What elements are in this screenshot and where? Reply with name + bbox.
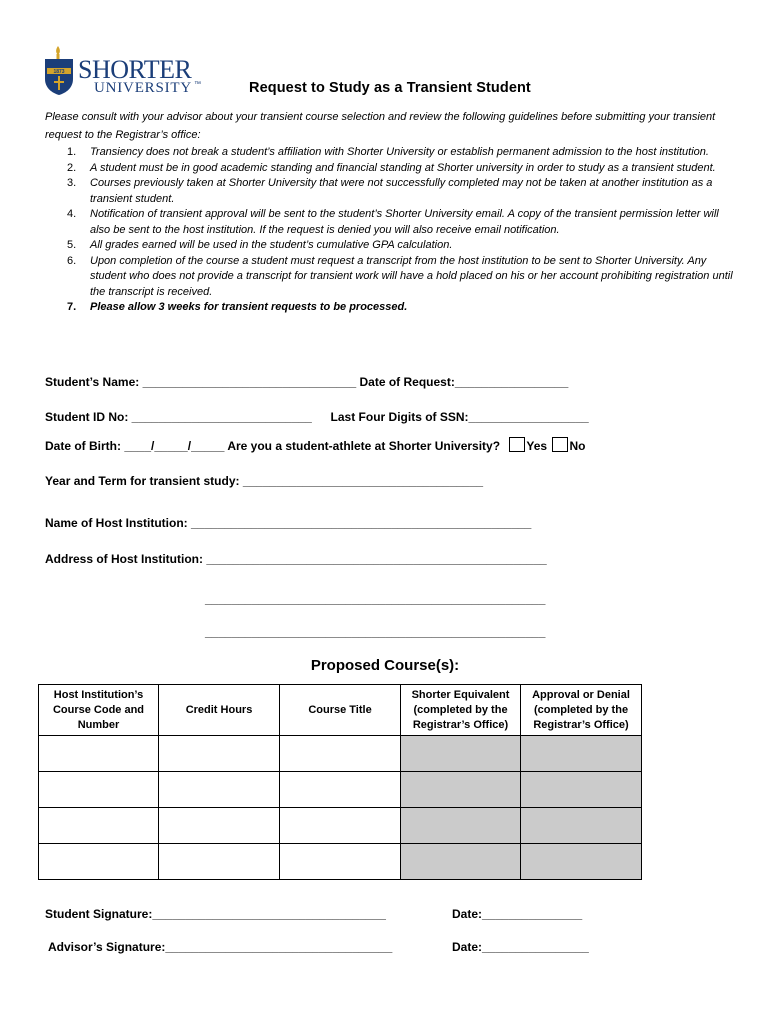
header-course-title: Course Title	[280, 685, 401, 736]
intro-text: Please consult with your advisor about your transient course selection and review the following guidelines before submitting your transient request to the Registrar’s office:	[45, 111, 716, 141]
logo-word-university: UNIVERSITY	[94, 80, 192, 96]
approval-cell	[521, 844, 642, 880]
svg-text:1873: 1873	[53, 69, 65, 75]
guideline-item: 4. Notification of transient approval will be sent to the student’s Shorter University email. A copy of the transient permission letter will also be sent to the host institution. If the request is denied you will also receive email notification.	[67, 208, 719, 236]
guideline-item: 2. A student must be in good academic standing and financial standing at Shorter university in order to study as a transient student.	[67, 161, 716, 174]
student-athlete-question: Are you a student-athlete at Shorter University?	[227, 439, 501, 453]
header-credit-hours: Credit Hours	[159, 685, 280, 736]
advisor-signature-date-field[interactable]: Date:________________	[452, 940, 589, 954]
table-header-row	[39, 685, 642, 736]
guidelines-list	[45, 145, 735, 316]
advisor-signature-field[interactable]: Advisor’s Signature:__________________________________	[48, 940, 393, 954]
logo-word-shorter: SHORTER	[78, 55, 192, 84]
host-institution-name-field[interactable]: Name of Host Institution: ___________________________________________________	[45, 516, 532, 530]
athlete-no-label: No	[569, 439, 586, 453]
shorter-equivalent-cell	[401, 844, 521, 880]
svg-text:™: ™	[194, 81, 201, 88]
course-title-cell[interactable]	[280, 844, 401, 880]
student-id-field[interactable]: Student ID No: ___________________________	[45, 410, 312, 424]
shorter-equivalent-cell	[401, 772, 521, 808]
course-title-cell[interactable]	[280, 772, 401, 808]
year-term-field[interactable]: Year and Term for transient study: ____________________________________	[45, 474, 484, 488]
date-of-request-field[interactable]: Date of Request:_________________	[359, 375, 569, 389]
approval-cell	[521, 736, 642, 772]
page-title: Request to Study as a Transient Student	[249, 80, 531, 96]
shorter-equivalent-cell	[401, 808, 521, 844]
table-row	[39, 736, 642, 772]
student-signature-field[interactable]: Student Signature:___________________________________	[45, 907, 386, 921]
host-address-line-3[interactable]: ___________________________________________________	[205, 625, 546, 639]
credit-hours-cell[interactable]	[159, 844, 280, 880]
course-title-cell[interactable]	[280, 736, 401, 772]
date-of-birth-field[interactable]: Date of Birth: ____/_____/_____	[45, 439, 225, 453]
credit-hours-cell[interactable]	[159, 736, 280, 772]
host-institution-address-field[interactable]: Address of Host Institution: ___________________________________________________	[45, 552, 547, 566]
header-approval-denial: Approval or Denial (completed by the Registrar’s Office)	[521, 685, 642, 736]
athlete-no-checkbox[interactable]	[552, 437, 568, 452]
proposed-courses-heading: Proposed Course(s):	[310, 657, 460, 674]
guideline-item: 6. Upon completion of the course a student must request a transcript from the host institution to be sent to Shorter University. Any student who does not provide a transcript for transient work will have a hold placed on his or her account prohibiting registration until the transcript is received.	[67, 254, 733, 298]
student-info-row-1	[45, 374, 568, 390]
guideline-item-processing-time: 7. Please allow 3 weeks for transient requests to be processed.	[67, 301, 408, 313]
shorter-university-logo	[42, 46, 212, 96]
host-address-line-2[interactable]: ___________________________________________________	[205, 592, 546, 606]
table-row	[39, 808, 642, 844]
guideline-item: 5. All grades earned will be used in the student’s cumulative GPA calculation.	[67, 239, 453, 251]
course-code-cell[interactable]	[39, 844, 159, 880]
table-row	[39, 844, 642, 880]
guideline-item: 3. Courses previously taken at Shorter University that were not successfully completed may not be taken at another institution as a transient student.	[67, 177, 713, 205]
proposed-courses-table	[38, 684, 642, 880]
ssn-field[interactable]: Last Four Digits of SSN:__________________	[330, 410, 589, 424]
athlete-yes-checkbox[interactable]	[509, 437, 525, 452]
student-info-row-2	[45, 409, 589, 425]
course-code-cell[interactable]	[39, 736, 159, 772]
guideline-item: 1. Transiency does not break a student’s affiliation with Shorter University or establish permanent admission to the host institution.	[67, 146, 709, 158]
student-name-field[interactable]: Student’s Name: ________________________________	[45, 375, 357, 389]
credit-hours-cell[interactable]	[159, 772, 280, 808]
course-title-cell[interactable]	[280, 808, 401, 844]
student-info-row-3	[45, 437, 585, 454]
approval-cell	[521, 772, 642, 808]
student-signature-date-field[interactable]: Date:_______________	[452, 907, 583, 921]
header-course-code: Host Institution’s Course Code and Number	[39, 685, 159, 736]
shorter-equivalent-cell	[401, 736, 521, 772]
course-code-cell[interactable]	[39, 772, 159, 808]
approval-cell	[521, 808, 642, 844]
credit-hours-cell[interactable]	[159, 808, 280, 844]
table-row	[39, 772, 642, 808]
athlete-yes-label: Yes	[526, 439, 548, 453]
header-shorter-equivalent: Shorter Equivalent (completed by the Registrar’s Office)	[401, 685, 521, 736]
course-code-cell[interactable]	[39, 808, 159, 844]
